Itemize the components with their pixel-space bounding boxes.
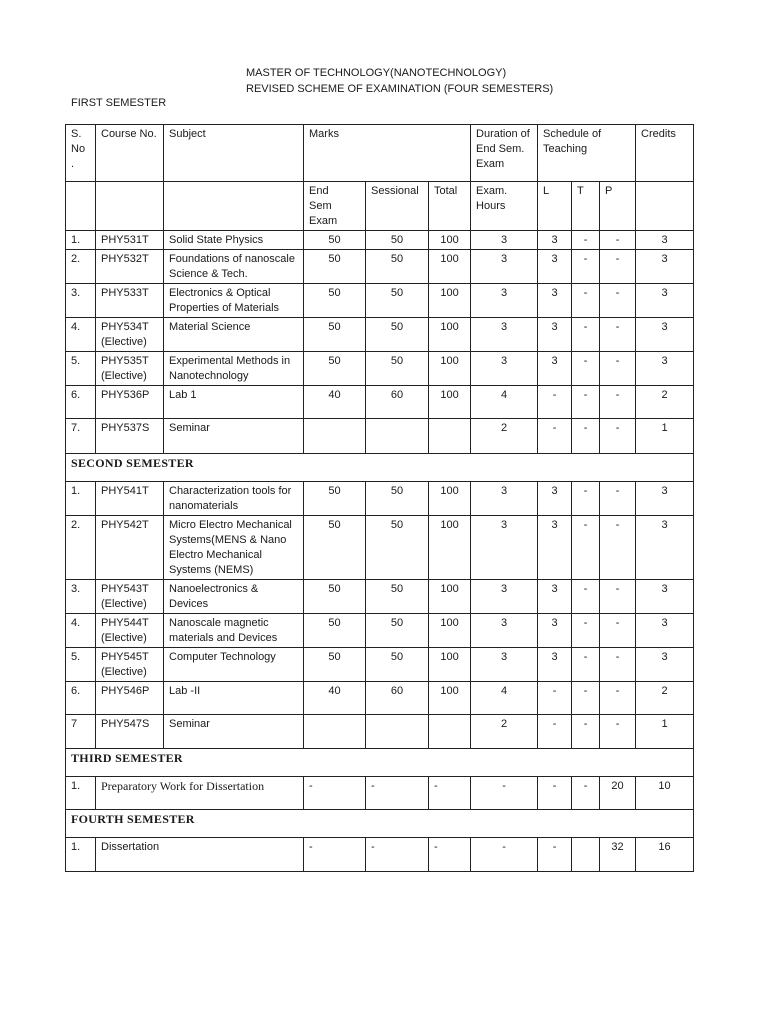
header-schedule: Schedule of Teaching [538, 125, 636, 182]
table-cell: Experimental Methods in Nanotechnology [164, 352, 304, 386]
course-row [66, 777, 694, 810]
course-row [66, 614, 694, 648]
course-row [66, 648, 694, 682]
table-cell: 50 [304, 516, 366, 580]
table-cell: Computer Technology [164, 648, 304, 682]
table-cell: Preparatory Work for Dissertation [96, 777, 304, 810]
table-cell: 3 [538, 482, 572, 516]
table-cell: Dissertation [96, 838, 304, 872]
table-cell: 3 [471, 318, 538, 352]
table-cell: 100 [429, 580, 471, 614]
table-cell: - [366, 777, 429, 810]
table-cell: - [572, 682, 600, 715]
table-cell: 1. [66, 231, 96, 250]
table-cell: 50 [304, 231, 366, 250]
table-cell: PHY532T [96, 250, 164, 284]
table-cell: PHY543T (Elective) [96, 580, 164, 614]
table-cell [429, 419, 471, 454]
table-cell: 50 [304, 580, 366, 614]
table-cell: 16 [636, 838, 694, 872]
second-semester-row-label: SECOND SEMESTER [66, 454, 694, 482]
table-cell: PHY531T [96, 231, 164, 250]
table-cell: - [572, 284, 600, 318]
table-cell: 100 [429, 516, 471, 580]
table-cell: 2 [471, 419, 538, 454]
table-cell: - [600, 352, 636, 386]
table-cell: 2 [471, 715, 538, 749]
header-blank-credits [636, 182, 694, 231]
table-cell: 50 [366, 580, 429, 614]
table-cell: - [600, 231, 636, 250]
table-cell: 3 [471, 516, 538, 580]
table-cell: - [600, 682, 636, 715]
table-cell: 3 [636, 231, 694, 250]
table-cell: 3 [538, 318, 572, 352]
table-cell: 1. [66, 777, 96, 810]
table-cell: - [572, 777, 600, 810]
document-subtitle: REVISED SCHEME OF EXAMINATION (FOUR SEMESTERS) [246, 83, 554, 95]
table-cell: 100 [429, 386, 471, 419]
table-cell: 4 [471, 682, 538, 715]
table-cell: PHY535T (Elective) [96, 352, 164, 386]
table-cell: 5. [66, 352, 96, 386]
table-cell: PHY547S [96, 715, 164, 749]
table-cell: 2 [636, 386, 694, 419]
header-end-sem: End Sem Exam [304, 182, 366, 231]
header-marks: Marks [304, 125, 471, 182]
table-cell: - [572, 419, 600, 454]
table-cell: 3 [636, 580, 694, 614]
table-cell: PHY544T (Elective) [96, 614, 164, 648]
table-cell: - [600, 580, 636, 614]
table-cell: 50 [304, 250, 366, 284]
table-cell: PHY534T (Elective) [96, 318, 164, 352]
header-duration: Duration of End Sem. Exam [471, 125, 538, 182]
header-blank-subject [164, 182, 304, 231]
table-cell: - [304, 777, 366, 810]
table-cell: - [600, 386, 636, 419]
table-cell: 60 [366, 386, 429, 419]
table-cell: - [304, 838, 366, 872]
table-cell: 50 [304, 482, 366, 516]
table-cell: - [538, 715, 572, 749]
header-sno: S. No . [66, 125, 96, 182]
table-cell: PHY533T [96, 284, 164, 318]
table-cell: - [471, 838, 538, 872]
table-cell: 10 [636, 777, 694, 810]
table-cell: Lab 1 [164, 386, 304, 419]
table-cell: Characterization tools for nanomaterials [164, 482, 304, 516]
course-row [66, 715, 694, 749]
table-cell: - [572, 231, 600, 250]
table-cell: Solid State Physics [164, 231, 304, 250]
table-cell: 2. [66, 250, 96, 284]
table-cell: 60 [366, 682, 429, 715]
table-cell: 50 [304, 318, 366, 352]
table-cell: 7 [66, 715, 96, 749]
table-cell: - [600, 250, 636, 284]
table-cell: 1 [636, 715, 694, 749]
table-cell: 3 [538, 231, 572, 250]
table-cell: 3 [538, 352, 572, 386]
course-row [66, 682, 694, 715]
table-cell: Lab -II [164, 682, 304, 715]
table-cell: 40 [304, 682, 366, 715]
table-body [66, 125, 694, 872]
header-row-2 [66, 182, 694, 231]
table-cell: 3 [538, 648, 572, 682]
table-cell: - [538, 419, 572, 454]
table-cell: - [538, 682, 572, 715]
course-row [66, 580, 694, 614]
course-row [66, 482, 694, 516]
table-cell: Material Science [164, 318, 304, 352]
table-cell: 3 [538, 614, 572, 648]
table-cell: 50 [304, 284, 366, 318]
table-cell: 50 [304, 648, 366, 682]
table-cell: 4 [471, 386, 538, 419]
table-cell: 50 [304, 614, 366, 648]
header-blank-course [96, 182, 164, 231]
table-cell: - [600, 715, 636, 749]
table-cell: 100 [429, 682, 471, 715]
table-cell: - [600, 648, 636, 682]
table-cell: 3 [636, 284, 694, 318]
table-cell: - [572, 352, 600, 386]
table-cell: 50 [366, 231, 429, 250]
table-cell: PHY541T [96, 482, 164, 516]
table-cell: - [572, 580, 600, 614]
table-cell: - [572, 386, 600, 419]
table-cell: - [429, 838, 471, 872]
course-row [66, 386, 694, 419]
table-cell [304, 715, 366, 749]
header-t: T [572, 182, 600, 231]
table-cell: PHY545T (Elective) [96, 648, 164, 682]
table-cell: 100 [429, 648, 471, 682]
course-row [66, 231, 694, 250]
table-cell: 1. [66, 838, 96, 872]
table-cell: - [538, 386, 572, 419]
first-semester-heading: FIRST SEMESTER [71, 97, 167, 109]
course-row [66, 318, 694, 352]
table-cell: 2. [66, 516, 96, 580]
table-cell: - [471, 777, 538, 810]
header-p: P [600, 182, 636, 231]
table-cell: 100 [429, 250, 471, 284]
table-cell: 4. [66, 318, 96, 352]
table-cell: 50 [366, 482, 429, 516]
header-row-1 [66, 125, 694, 182]
table-cell: - [538, 777, 572, 810]
table-cell: PHY537S [96, 419, 164, 454]
table-cell: 7. [66, 419, 96, 454]
header-course-no: Course No. [96, 125, 164, 182]
table-cell: 100 [429, 318, 471, 352]
course-row [66, 516, 694, 580]
table-cell: 2 [636, 682, 694, 715]
table-cell: 100 [429, 352, 471, 386]
table-cell: 3 [636, 352, 694, 386]
table-cell: 3 [636, 482, 694, 516]
course-row [66, 284, 694, 318]
table-cell: - [572, 715, 600, 749]
table-cell: - [600, 419, 636, 454]
table-cell: - [538, 838, 572, 872]
table-cell: 50 [366, 516, 429, 580]
table-cell: Foundations of nanoscale Science & Tech. [164, 250, 304, 284]
table-cell: Electronics & Optical Properties of Materials [164, 284, 304, 318]
table-cell: 50 [366, 648, 429, 682]
third-semester-row-label: THIRD SEMESTER [66, 749, 694, 777]
table-cell [304, 419, 366, 454]
table-cell: 1. [66, 482, 96, 516]
table-cell: 3 [471, 352, 538, 386]
table-cell: 32 [600, 838, 636, 872]
table-cell: 100 [429, 482, 471, 516]
table-cell [429, 715, 471, 749]
second-semester-row [66, 454, 694, 482]
header-credits: Credits [636, 125, 694, 182]
table-cell: 50 [366, 250, 429, 284]
header-l: L [538, 182, 572, 231]
header-sessional: Sessional [366, 182, 429, 231]
table-cell: - [366, 838, 429, 872]
table-cell: - [600, 284, 636, 318]
table-cell: 100 [429, 284, 471, 318]
table-cell: 5. [66, 648, 96, 682]
table-cell [366, 715, 429, 749]
examination-scheme-table [65, 124, 694, 872]
table-cell: - [572, 482, 600, 516]
table-cell: 3 [471, 284, 538, 318]
table-cell: 50 [366, 318, 429, 352]
table-cell: Seminar [164, 419, 304, 454]
table-cell: 3 [636, 614, 694, 648]
table-cell: - [600, 516, 636, 580]
table-cell: 3 [538, 580, 572, 614]
table-cell: 100 [429, 614, 471, 648]
fourth-semester-row [66, 810, 694, 838]
table-cell: - [572, 318, 600, 352]
table-cell: 3 [471, 250, 538, 284]
table-cell: PHY546P [96, 682, 164, 715]
header-total: Total [429, 182, 471, 231]
table-cell: PHY542T [96, 516, 164, 580]
table-cell: Nanoelectronics & Devices [164, 580, 304, 614]
table-cell: 50 [366, 284, 429, 318]
table-cell: PHY536P [96, 386, 164, 419]
table-cell: 3. [66, 284, 96, 318]
table-cell: 3 [471, 648, 538, 682]
header-subject: Subject [164, 125, 304, 182]
table-cell: 3 [471, 231, 538, 250]
table-cell: 3 [538, 516, 572, 580]
header-blank-sno [66, 182, 96, 231]
table-cell: 3 [538, 284, 572, 318]
table-cell: 50 [304, 352, 366, 386]
table-cell: 3. [66, 580, 96, 614]
table-cell: Micro Electro Mechanical Systems(MENS & Nano Electro Mechanical Systems (NEMS) [164, 516, 304, 580]
table-cell: 3 [471, 614, 538, 648]
table-cell: 1 [636, 419, 694, 454]
table-cell: - [429, 777, 471, 810]
table-cell [572, 838, 600, 872]
table-cell: 20 [600, 777, 636, 810]
table-cell: 4. [66, 614, 96, 648]
table-cell: 6. [66, 386, 96, 419]
table-cell: - [600, 482, 636, 516]
table-cell: - [572, 516, 600, 580]
third-semester-row [66, 749, 694, 777]
table-cell: 3 [471, 482, 538, 516]
table-cell: 40 [304, 386, 366, 419]
table-cell: Nanoscale magnetic materials and Devices [164, 614, 304, 648]
table-cell [366, 419, 429, 454]
table-cell: - [600, 318, 636, 352]
table-cell: 50 [366, 352, 429, 386]
fourth-semester-row-label: FOURTH SEMESTER [66, 810, 694, 838]
table-cell: 3 [471, 580, 538, 614]
header-exam-hours: Exam. Hours [471, 182, 538, 231]
table-cell: - [600, 614, 636, 648]
course-row [66, 250, 694, 284]
course-row [66, 419, 694, 454]
table-cell: 3 [538, 250, 572, 284]
course-row [66, 352, 694, 386]
table-cell: 3 [636, 648, 694, 682]
table-cell: - [572, 614, 600, 648]
course-row [66, 838, 694, 872]
table-cell: 3 [636, 250, 694, 284]
table-cell: 50 [366, 614, 429, 648]
table-cell: - [572, 250, 600, 284]
table-cell: 6. [66, 682, 96, 715]
table-cell: 100 [429, 231, 471, 250]
document-title: MASTER OF TECHNOLOGY(NANOTECHNOLOGY) [246, 67, 507, 79]
table-cell: - [572, 648, 600, 682]
table-cell: 3 [636, 318, 694, 352]
table-cell: 3 [636, 516, 694, 580]
table-cell: Seminar [164, 715, 304, 749]
